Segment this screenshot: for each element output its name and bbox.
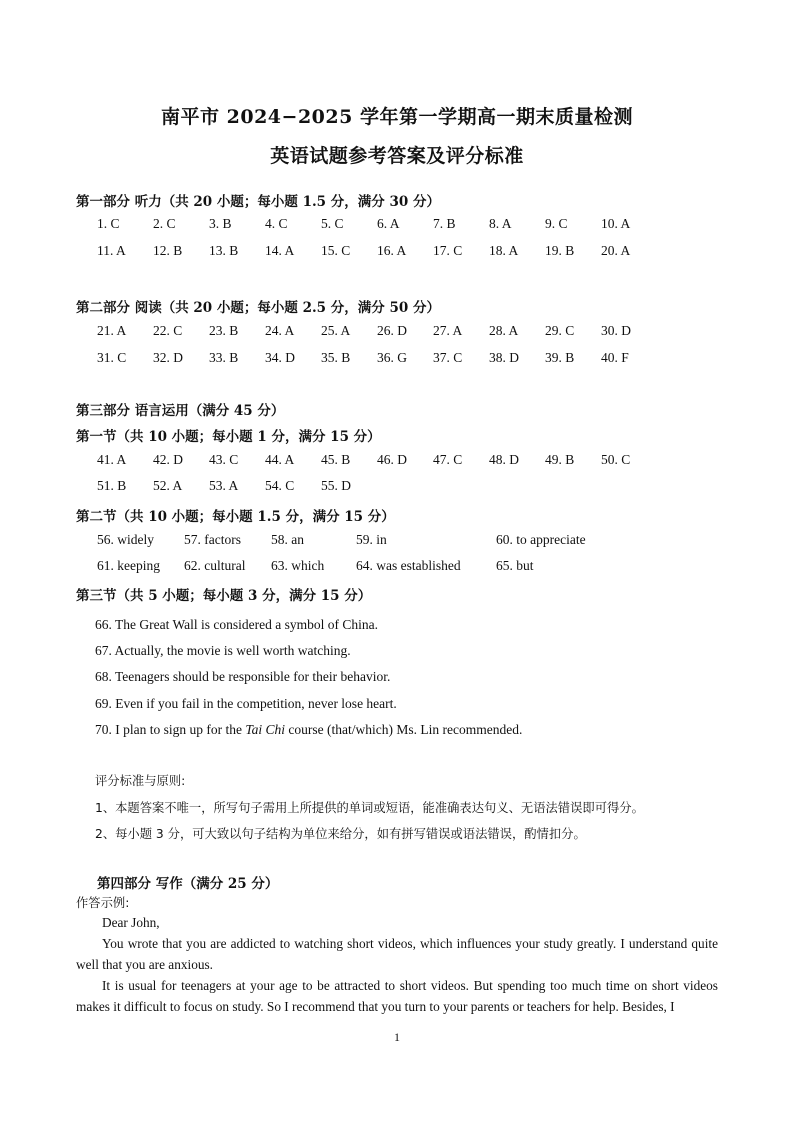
answer-item: 39. B [545, 350, 575, 365]
answer-item: 55. D [321, 478, 351, 493]
answer-item: 27. A [433, 323, 463, 338]
answer-item: 21. A [97, 323, 127, 338]
answer-item: 18. A [489, 243, 519, 258]
answer-item: 9. C [545, 216, 568, 231]
answer-item: 14. A [265, 243, 295, 258]
answer-item: 24. A [265, 323, 295, 338]
criteria-heading: 评分标准与原则: [95, 774, 186, 788]
answer-item: 31. C [97, 350, 127, 365]
sentence-answer: 66. The Great Wall is considered a symbol of China. [95, 617, 378, 632]
answer-item: 37. C [433, 350, 463, 365]
answer-item: 38. D [489, 350, 519, 365]
answer-item: 8. A [489, 216, 512, 231]
part3-section3-heading: 第三节（共 5 小题；每小题 3 分，满分 15 分） [76, 588, 372, 604]
answer-item: 46. D [377, 452, 407, 467]
answer-item: 3. B [209, 216, 232, 231]
answer-item: 29. C [545, 323, 575, 338]
answer-item: 36. G [377, 350, 407, 365]
sentence-answer: 67. Actually, the movie is well worth watching. [95, 643, 351, 658]
answer-item: 4. C [265, 216, 288, 231]
answer-item: 22. C [153, 323, 183, 338]
answer-item: 65. but [496, 558, 534, 573]
page-title: 南平市 2024−2025 学年第一学期高一期末质量检测 [161, 106, 633, 128]
sample-label: 作答示例: [76, 896, 130, 910]
answer-item: 15. C [321, 243, 351, 258]
answer-item: 1. C [97, 216, 120, 231]
part4-heading: 第四部分 写作（满分 25 分） [97, 876, 279, 892]
answer-item: 10. A [601, 216, 631, 231]
answer-item: 20. A [601, 243, 631, 258]
part3-section2-heading: 第二节（共 10 小题；每小题 1.5 分，满分 15 分） [76, 509, 395, 525]
answer-item: 60. to appreciate [496, 532, 586, 547]
answer-item: 30. D [601, 323, 631, 338]
answer-item: 2. C [153, 216, 176, 231]
sentence-answer: 68. Teenagers should be responsible for their behavior. [95, 669, 391, 684]
sentence-70-suffix: course (that/which) Ms. Lin recommended. [285, 722, 523, 737]
sentence-answer-70 [95, 722, 522, 738]
answer-item: 28. A [489, 323, 519, 338]
part3-section1-heading: 第一节（共 10 小题；每小题 1 分，满分 15 分） [76, 429, 381, 445]
sentence-70-italic-term: Tai Chi [245, 722, 286, 737]
answer-item: 61. keeping [97, 558, 160, 573]
answer-item: 48. D [489, 452, 519, 467]
answer-item: 17. C [433, 243, 463, 258]
answer-item: 26. D [377, 323, 407, 338]
criteria-item: 1、本题答案不唯一，所写句子需用上所提供的单词或短语，能准确表达句义、无语法错误即可得分。 [95, 801, 644, 815]
answer-item: 63. which [271, 558, 325, 573]
answer-item: 50. C [601, 452, 631, 467]
answer-item: 57. factors [184, 532, 241, 547]
answer-item: 35. B [321, 350, 351, 365]
sentence-70-prefix: 70. I plan to sign up for the [95, 722, 246, 737]
answer-item: 56. widely [97, 532, 154, 547]
answer-item: 13. B [209, 243, 239, 258]
answer-item: 64. was established [356, 558, 461, 573]
page-number: 1 [394, 1030, 400, 1044]
answer-item: 5. C [321, 216, 344, 231]
answer-item: 41. A [97, 452, 127, 467]
answer-item: 49. B [545, 452, 575, 467]
answer-item: 23. B [209, 323, 239, 338]
answer-item: 11. A [97, 243, 126, 258]
answer-item: 7. B [433, 216, 456, 231]
answer-item: 54. C [265, 478, 295, 493]
letter-paragraph-2: It is usual for teenagers at your age to be attracted to short videos. But spending too much time on short videos makes it difficult to focus on study. So I recommend that you turn to your parents or teachers for help. Besides, I [76, 978, 718, 1014]
answer-item: 51. B [97, 478, 127, 493]
part1-heading: 第一部分 听力（共 20 小题；每小题 1.5 分，满分 30 分） [76, 194, 440, 210]
sentence-answer: 69. Even if you fail in the competition, never lose heart. [95, 696, 397, 711]
letter-greeting: Dear John, [102, 915, 160, 930]
answer-item: 43. C [209, 452, 239, 467]
answer-item: 44. A [265, 452, 295, 467]
answer-item: 32. D [153, 350, 183, 365]
answer-item: 47. C [433, 452, 463, 467]
answer-item: 19. B [545, 243, 575, 258]
answer-item: 16. A [377, 243, 407, 258]
answer-item: 53. A [209, 478, 239, 493]
part3-heading: 第三部分 语言运用（满分 45 分） [76, 403, 285, 419]
answer-item: 58. an [271, 532, 304, 547]
answer-item: 34. D [265, 350, 295, 365]
answer-item: 12. B [153, 243, 183, 258]
answer-item: 40. F [601, 350, 629, 365]
answer-item: 45. B [321, 452, 351, 467]
answer-item: 62. cultural [184, 558, 246, 573]
answer-item: 59. in [356, 532, 387, 547]
page-subtitle: 英语试题参考答案及评分标准 [270, 145, 524, 167]
answer-item: 6. A [377, 216, 400, 231]
part2-heading: 第二部分 阅读（共 20 小题；每小题 2.5 分，满分 50 分） [76, 300, 440, 316]
answer-item: 25. A [321, 323, 351, 338]
answer-item: 42. D [153, 452, 183, 467]
letter-paragraph-1: You wrote that you are addicted to watching short videos, which influences your study greatly. I understand quite well that you are anxious. [76, 936, 718, 972]
answer-item: 52. A [153, 478, 183, 493]
criteria-item: 2、每小题 3 分，可大致以句子结构为单位来给分，如有拼写错误或语法错误，酌情扣分。 [95, 827, 586, 841]
answer-item: 33. B [209, 350, 239, 365]
